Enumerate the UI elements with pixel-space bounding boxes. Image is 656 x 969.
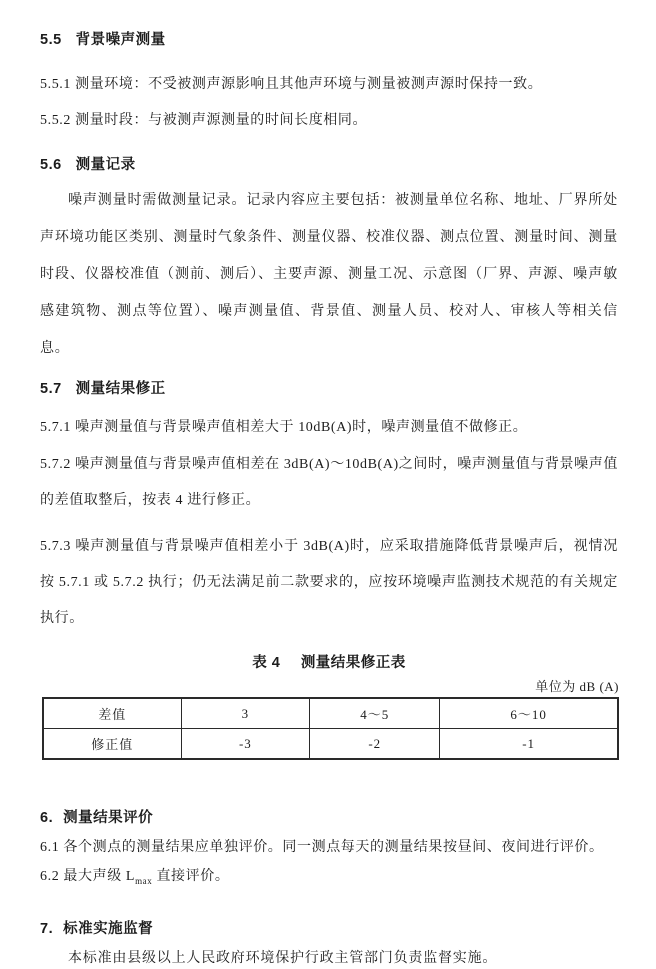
table-cell: -2 (310, 729, 440, 760)
section-number: 6. (40, 810, 54, 826)
table-cell: 6～10 (440, 698, 618, 729)
table-row-difference (43, 698, 618, 729)
section-number: 5.6 (40, 157, 62, 173)
paragraph-5-6-body: 噪声测量时需做测量记录。记录内容应主要包括：被测量单位名称、地址、厂界所处声环境功能区类别、测量时气象条件、测量仪器、校准仪器、测点位置、测量时间、测量时段、仪器校准值（测前、测后）、主要声源、测量工况、示意图（厂界、声源、噪声敏感建筑物、测点等位置）、噪声测量值、背景值、测量人员、校对人、审核人等相关信息。 (40, 193, 618, 356)
correction-table (42, 697, 619, 760)
section-heading-5-6 (40, 153, 618, 174)
table-row-correction (43, 729, 618, 760)
paragraph-7-body: 本标准由县级以上人民政府环境保护行政主管部门负责监督实施。 (68, 950, 498, 966)
clause-6-2-text: 6.2 最大声级 L (40, 869, 136, 884)
table-4-title: 测量结果修正表 (300, 655, 406, 671)
table-cell: 3 (181, 698, 310, 729)
clause-5-7-1: 5.7.1 噪声测量值与背景噪声值相差大于 10dB(A)时，噪声测量值不做修正。 (40, 420, 528, 435)
clause-5-5-1: 5.5.1 测量环境：不受被测声源影响且其他声环境与测量被测声源时保持一致。 (40, 77, 543, 92)
section-heading-6 (40, 806, 618, 827)
clause-5-7-3: 5.7.3 噪声测量值与背景噪声值相差小于 3dB(A)时，应采取措施降低背景噪声后，视情况按 5.7.1 或 5.7.2 执行；仍无法满足前二款要求的，应按环境噪声监测技术规范的有关规定执行。 (40, 539, 618, 626)
row-header-cell: 差值 (43, 698, 181, 729)
clause-5-5-2: 5.5.2 测量时段：与被测声源测量的时间长度相同。 (40, 113, 368, 128)
table-4-label: 表 4 (252, 655, 281, 671)
table-cell: -1 (440, 729, 618, 760)
section-number: 5.5 (40, 32, 62, 48)
lmax-subscript: max (135, 875, 153, 886)
section-title: 测量结果评价 (63, 810, 154, 826)
table-4-unit-note: 单位为 dB (A) (535, 679, 619, 694)
row-header-cell: 修正值 (43, 729, 181, 760)
table-4-caption (40, 651, 618, 672)
section-number: 7. (40, 920, 54, 937)
clause-5-7-2: 5.7.2 噪声测量值与背景噪声值相差在 3dB(A)～10dB(A)之间时，噪声测量值与背景噪声值的差值取整后，按表 4 进行修正。 (40, 457, 618, 508)
table-cell: 4～5 (310, 698, 440, 729)
section-heading-5-5 (40, 28, 618, 49)
section-heading-5-7 (40, 377, 618, 398)
table-cell: -3 (181, 729, 310, 760)
section-heading-7 (40, 917, 618, 938)
clause-6-2-text: 直接评价。 (152, 869, 230, 884)
section-title: 标准实施监督 (63, 920, 154, 937)
section-title: 测量记录 (75, 157, 136, 173)
clause-6-2 (40, 867, 618, 891)
clause-6-1: 6.1 各个测点的测量结果应单独评价。同一测点每天的测量结果按昼间、夜间进行评价。 (40, 840, 604, 855)
section-number: 5.7 (40, 381, 62, 397)
section-title: 测量结果修正 (75, 381, 166, 397)
section-title: 背景噪声测量 (75, 32, 166, 48)
